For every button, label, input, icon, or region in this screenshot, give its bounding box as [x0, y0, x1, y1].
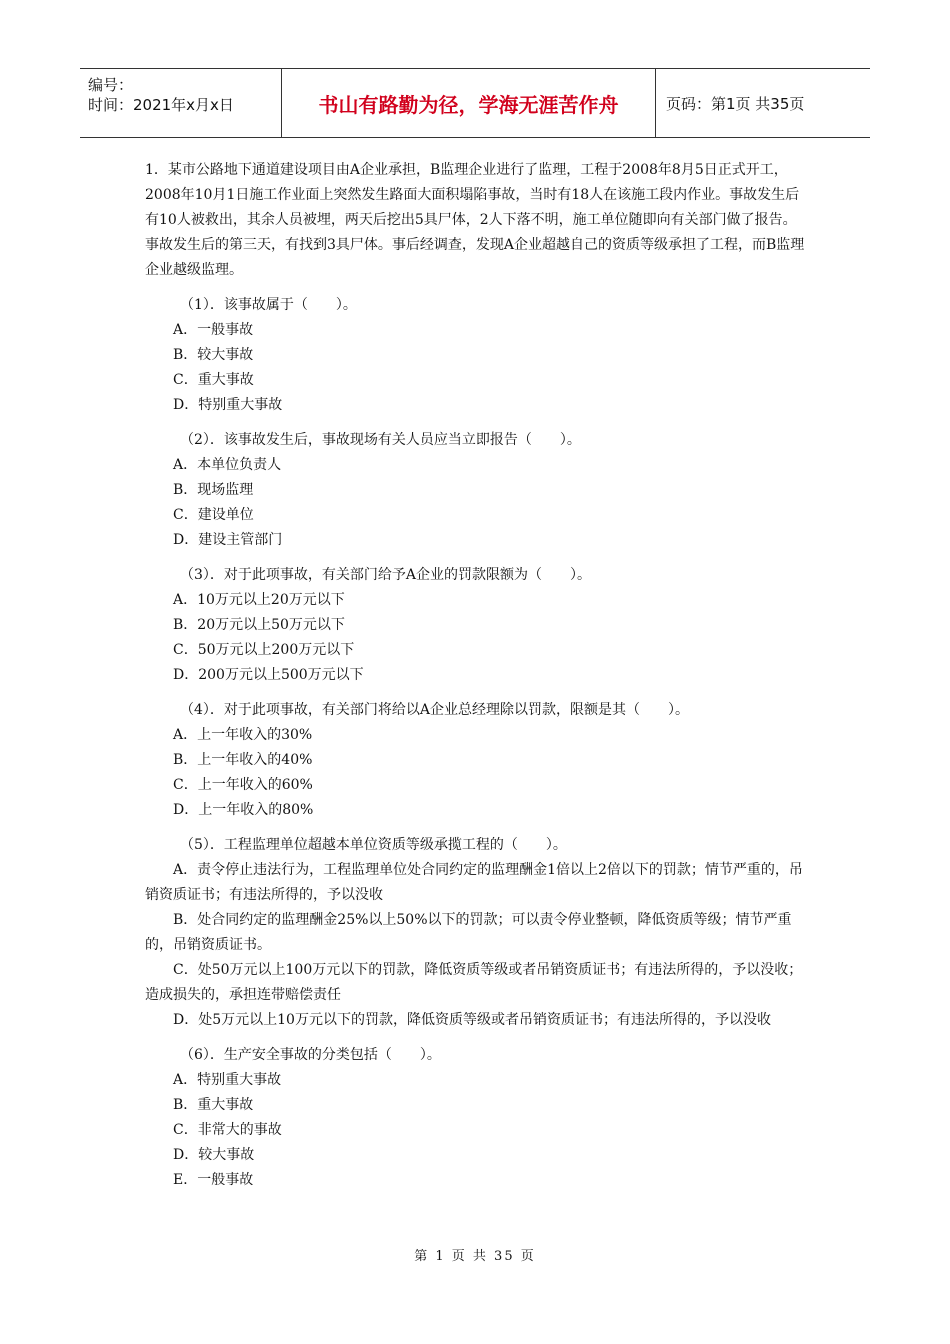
option-b[interactable]: B．现场监理 [173, 482, 254, 498]
option-d[interactable]: D．特别重大事故 [173, 397, 283, 413]
time-label: 时间：2021年x月x日 [88, 96, 234, 114]
option-d[interactable]: D．处5万元以上10万元以下的罚款，降低资质等级或者吊销资质证书；有违法所得的，予以没收 [173, 1012, 771, 1028]
option-b[interactable]: B．较大事故 [173, 347, 254, 363]
header-motto: 书山有路勤为径，学海无涯苦作舟 [282, 69, 656, 137]
sub-question-stem: （6）．生产安全事故的分类包括（ ）。 [180, 1047, 441, 1063]
sub-question-6 [145, 1043, 810, 1193]
option-e[interactable]: E．一般事故 [173, 1172, 254, 1188]
sub-question-4 [145, 698, 810, 823]
question-intro: 1．某市公路地下通道建设项目由A企业承担，B监理企业进行了监理，工程于2008年8月5日正式开工，2008年10月1日施工作业面上突然发生路面大面积塌陷事故，当时有18人在该施工段内作业。事故发生后有10人被救出，其余人员被埋，两天后挖出5具尸体，2人下落不明，施工单位随即向有关部门做了报告。事故发生后的第三天，有找到3具尸体。事后经调查，发现A企业超越自己的资质等级承担了工程，而B监理企业越级监理。 [145, 162, 805, 278]
option-a[interactable]: A．特别重大事故 [173, 1072, 282, 1088]
sub-question-stem: （5）．工程监理单位超越本单位资质等级承揽工程的（ ）。 [180, 837, 567, 853]
sub-question-3 [145, 563, 810, 688]
option-a[interactable]: A．责令停止违法行为，工程监理单位处合同约定的监理酬金1倍以上2倍以下的罚款；情节严重的，吊销资质证书；有违法所得的，予以没收 [145, 862, 803, 903]
page-header [80, 68, 870, 138]
option-d[interactable]: D．较大事故 [173, 1147, 255, 1163]
option-b[interactable]: B．重大事故 [173, 1097, 254, 1113]
option-b[interactable]: B．20万元以上50万元以下 [173, 617, 345, 633]
code-label: 编号： [88, 76, 134, 94]
option-a[interactable]: A．上一年收入的30% [173, 727, 313, 743]
option-d[interactable]: D．建设主管部门 [173, 532, 283, 548]
sub-question-2 [145, 428, 810, 553]
option-a[interactable]: A．本单位负责人 [173, 457, 282, 473]
sub-question-5 [145, 833, 810, 1033]
sub-question-stem: （2）．该事故发生后，事故现场有关人员应当立即报告（ ）。 [180, 432, 581, 448]
option-c[interactable]: C．50万元以上200万元以下 [173, 642, 355, 658]
sub-question-stem: （3）．对于此项事故，有关部门给予A企业的罚款限额为（ ）。 [180, 567, 592, 583]
option-a[interactable]: A．10万元以上20万元以下 [173, 592, 345, 608]
page-footer: 第 1 页 共 35 页 [414, 1249, 536, 1264]
option-d[interactable]: D．200万元以上500万元以下 [173, 667, 364, 683]
option-c[interactable]: C．建设单位 [173, 507, 254, 523]
header-page-info: 页码：第1页 共35页 [666, 94, 805, 113]
option-d[interactable]: D．上一年收入的80% [173, 802, 314, 818]
option-c[interactable]: C．非常大的事故 [173, 1122, 282, 1138]
question-content [145, 158, 810, 1193]
option-a[interactable]: A．一般事故 [173, 322, 254, 338]
option-b[interactable]: B．上一年收入的40% [173, 752, 313, 768]
option-c[interactable]: C．处50万元以上100万元以下的罚款，降低资质等级或者吊销资质证书；有违法所得的，予以没收；造成损失的，承担连带赔偿责任 [145, 962, 803, 1003]
option-c[interactable]: C．重大事故 [173, 372, 254, 388]
header-meta [80, 69, 282, 137]
option-c[interactable]: C．上一年收入的60% [173, 777, 313, 793]
sub-question-stem: （4）．对于此项事故，有关部门将给以A企业总经理除以罚款，限额是其（ ）。 [180, 702, 690, 718]
sub-question-1 [145, 293, 810, 418]
option-b[interactable]: B．处合同约定的监理酬金25%以上50%以下的罚款；可以责令停业整顿，降低资质等级；情节严重的，吊销资质证书。 [145, 912, 792, 953]
sub-question-stem: （1）．该事故属于（ ）。 [180, 297, 357, 313]
